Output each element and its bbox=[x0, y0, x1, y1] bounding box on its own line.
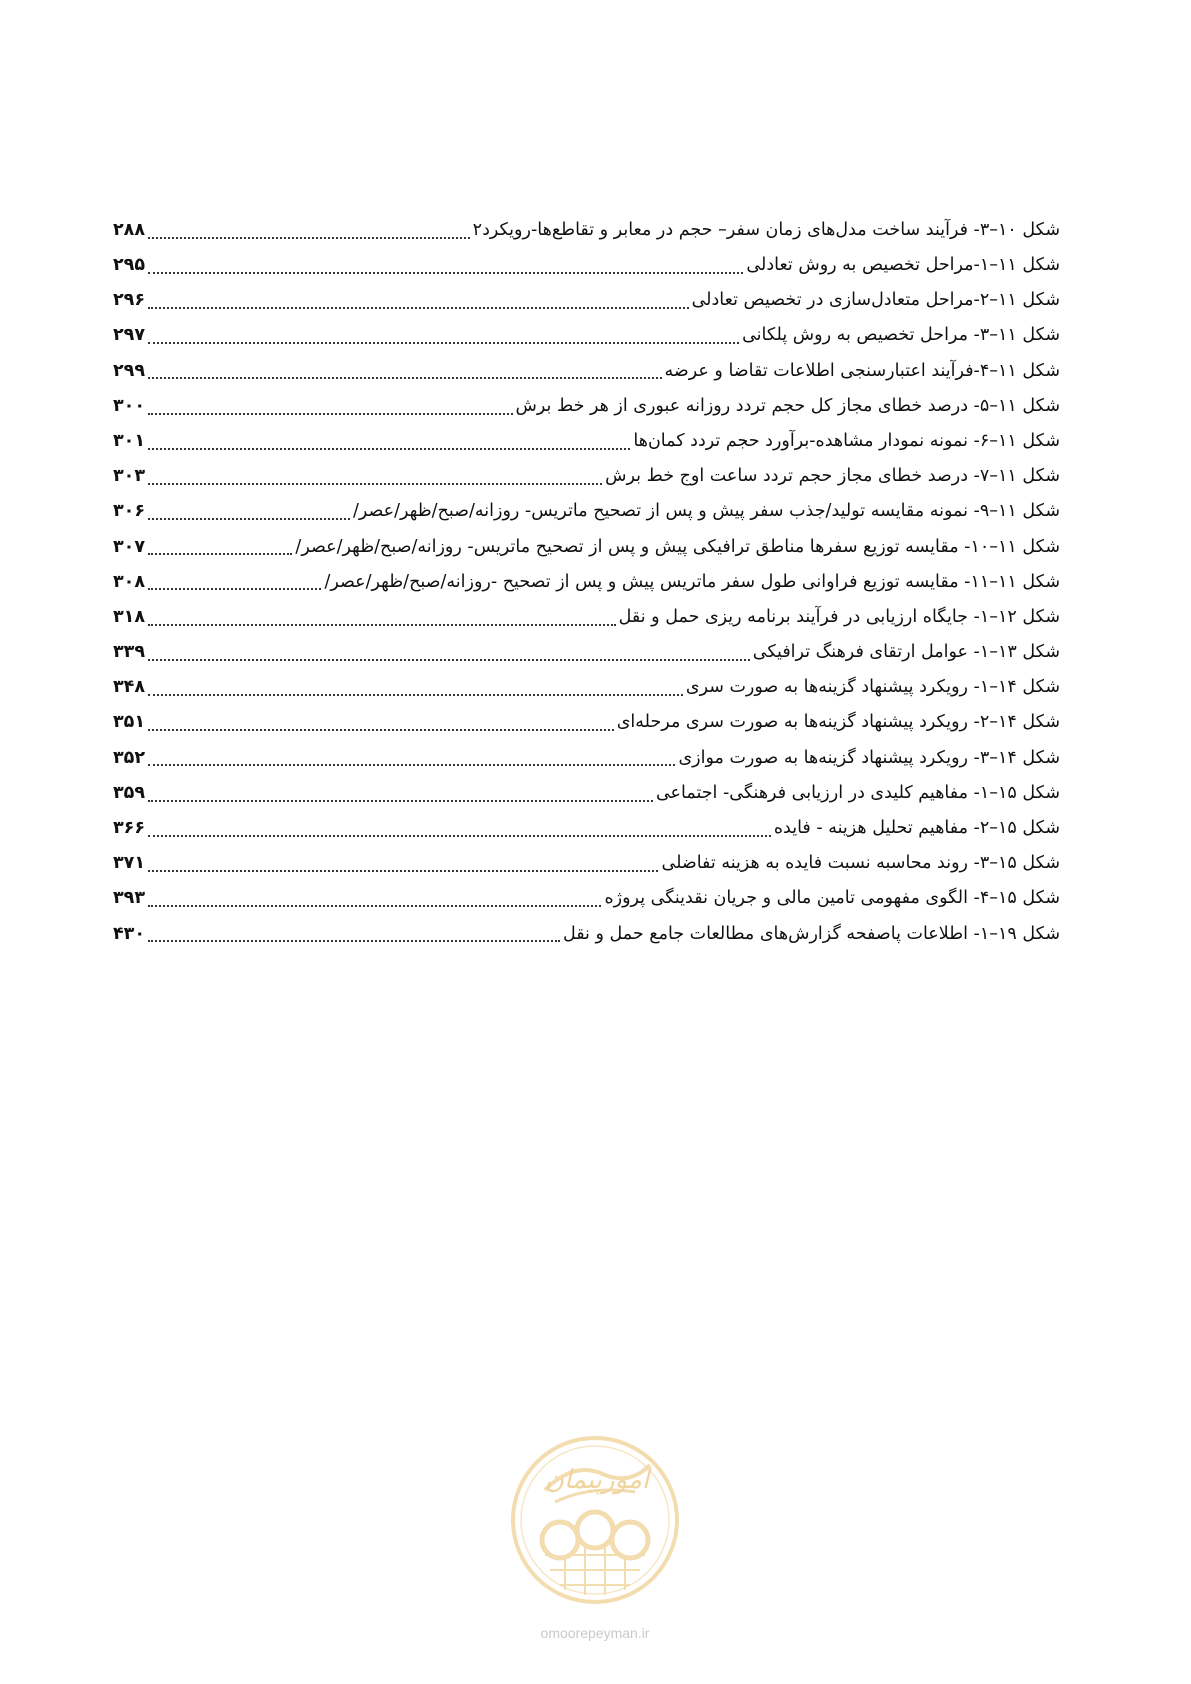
toc-dot-leader bbox=[148, 272, 743, 274]
toc-entry-label: شکل ۱۴–۳- رویکرد پیشنهاد گزینه‌ها به صورت موازی bbox=[678, 747, 1060, 768]
toc-entry[interactable] bbox=[113, 248, 1060, 283]
toc-entry[interactable] bbox=[113, 917, 1060, 952]
toc-entry-label: شکل ۱۴–۱- رویکرد پیشنهاد گزینه‌ها به صورت سری bbox=[685, 677, 1060, 698]
toc-entry-page: ۳۰۷ bbox=[113, 536, 146, 557]
watermark-logo bbox=[505, 1430, 685, 1610]
toc-entry[interactable] bbox=[113, 459, 1060, 494]
toc-entry-label: شکل ۱۱–۵- درصد خطای مجاز کل حجم تردد روزانه عبوری از هر خط برش bbox=[515, 395, 1060, 416]
toc-entry-label: شکل ۱۲–۱- جایگاه ارزیابی در فرآیند برنامه ریزی حمل و نقل bbox=[618, 606, 1060, 627]
toc-entry-label: شکل ۱۳–۱- عوامل ارتقای فرهنگ ترافیکی bbox=[752, 642, 1060, 663]
toc-dot-leader bbox=[148, 342, 739, 344]
toc-dot-leader bbox=[148, 870, 658, 872]
toc-entry-label: شکل ۱۹–۱- اطلاعات پاصفحه گزارش‌های مطالعات جامع حمل و نقل bbox=[562, 923, 1060, 944]
toc-entry-page: ۳۰۰ bbox=[113, 395, 146, 416]
toc-entry[interactable] bbox=[113, 354, 1060, 389]
toc-entry-page: ۳۹۳ bbox=[113, 888, 146, 909]
toc-entry[interactable] bbox=[113, 213, 1060, 248]
toc-entry[interactable] bbox=[113, 600, 1060, 635]
toc-entry-label: شکل ۱۱–۶- نمونه نمودار مشاهده-برآورد حجم تردد کمان‌ها bbox=[633, 430, 1060, 451]
toc-entry-label: شکل ۱۱–۱۱- مقایسه توزیع فراوانی طول سفر ماتریس پیش و پس از تصحیح -روزانه/صبح/ظهر/عصر/ bbox=[324, 571, 1060, 592]
toc-entry-label: شکل ۱۱–۳- مراحل تخصیص به روش پلکانی bbox=[742, 325, 1060, 346]
toc-entry[interactable] bbox=[113, 389, 1060, 424]
toc-entry-page: ۲۹۶ bbox=[113, 290, 146, 311]
toc-entry-page: ۴۳۰ bbox=[113, 923, 146, 944]
toc-dot-leader bbox=[148, 905, 601, 907]
toc-entry-page: ۳۱۸ bbox=[113, 606, 146, 627]
toc-entry-label: شکل ۱۵–۴- الگوی مفهومی تامین مالی و جریان نقدینگی پروژه bbox=[604, 888, 1060, 909]
toc-dot-leader bbox=[148, 694, 683, 696]
toc-entry-page: ۲۸۸ bbox=[113, 219, 146, 240]
toc-dot-leader bbox=[148, 729, 614, 731]
toc-entry-label: شکل ۱۱–۱-مراحل تخصیص به روش تعادلی bbox=[746, 255, 1060, 276]
toc-entry[interactable] bbox=[113, 776, 1060, 811]
toc-dot-leader bbox=[148, 518, 350, 520]
toc-dot-leader bbox=[148, 237, 470, 239]
toc-dot-leader bbox=[148, 377, 661, 379]
toc-entry-page: ۳۶۶ bbox=[113, 818, 146, 839]
toc-dot-leader bbox=[148, 835, 771, 837]
toc-entry-label: شکل ۱۱–۴-فرآیند اعتبارسنجی اطلاعات تقاضا و عرضه bbox=[664, 360, 1060, 381]
toc-entry[interactable] bbox=[113, 670, 1060, 705]
toc-entry-page: ۲۹۹ bbox=[113, 360, 146, 381]
toc-dot-leader bbox=[148, 764, 675, 766]
figure-index-list bbox=[113, 213, 1060, 952]
toc-entry[interactable] bbox=[113, 706, 1060, 741]
watermark-site: omoorepeyman.ir bbox=[540, 1625, 650, 1641]
toc-entry[interactable] bbox=[113, 741, 1060, 776]
toc-entry-page: ۳۰۳ bbox=[113, 466, 146, 487]
toc-entry-label: شکل ۱۰–۳- فرآیند ساخت مدل‌های زمان سفر– حجم در معابر و تقاطع‌ها-رویکرد۲ bbox=[472, 219, 1060, 240]
toc-dot-leader bbox=[148, 483, 602, 485]
toc-entry[interactable] bbox=[113, 565, 1060, 600]
toc-entry-page: ۳۵۹ bbox=[113, 782, 146, 803]
toc-entry-page: ۲۹۷ bbox=[113, 325, 146, 346]
toc-entry-label: شکل ۱۵–۳- روند محاسبه نسبت فایده به هزینه تفاضلی bbox=[661, 853, 1060, 874]
toc-entry-label: شکل ۱۵–۱- مفاهیم کلیدی در ارزیابی فرهنگی- اجتماعی bbox=[655, 782, 1060, 803]
toc-entry-page: ۳۵۲ bbox=[113, 747, 146, 768]
toc-entry[interactable] bbox=[113, 424, 1060, 459]
toc-entry-page: ۳۷۱ bbox=[113, 853, 146, 874]
toc-entry[interactable] bbox=[113, 811, 1060, 846]
toc-dot-leader bbox=[148, 553, 292, 555]
toc-entry[interactable] bbox=[113, 635, 1060, 670]
toc-entry[interactable] bbox=[113, 495, 1060, 530]
toc-dot-leader bbox=[148, 307, 689, 309]
toc-entry-page: ۳۵۱ bbox=[113, 712, 146, 733]
toc-dot-leader bbox=[148, 659, 750, 661]
toc-entry-page: ۳۴۸ bbox=[113, 677, 146, 698]
toc-entry-page: ۳۰۸ bbox=[113, 571, 146, 592]
toc-entry-page: ۳۰۱ bbox=[113, 430, 146, 451]
toc-entry[interactable] bbox=[113, 283, 1060, 318]
toc-entry-page: ۳۰۶ bbox=[113, 501, 146, 522]
toc-entry-label: شکل ۱۱–۹- نمونه مقایسه تولید/جذب سفر پیش و پس از تصحیح ماتریس- روزانه/صبح/ظهر/عصر/ bbox=[352, 501, 1060, 522]
toc-entry-label: شکل ۱۵–۲- مفاهیم تحلیل هزینه - فایده bbox=[773, 818, 1060, 839]
toc-entry-label: شکل ۱۴–۲- رویکرد پیشنهاد گزینه‌ها به صورت سری مرحله‌ای bbox=[616, 712, 1060, 733]
toc-dot-leader bbox=[148, 800, 653, 802]
toc-entry[interactable] bbox=[113, 846, 1060, 881]
toc-entry-page: ۳۳۹ bbox=[113, 642, 146, 663]
toc-dot-leader bbox=[148, 624, 616, 626]
toc-entry-label: شکل ۱۱–۷- درصد خطای مجاز حجم تردد ساعت اوج خط برش bbox=[605, 466, 1060, 487]
toc-entry[interactable] bbox=[113, 319, 1060, 354]
watermark-logo-text: امورپیمان bbox=[544, 1465, 650, 1495]
toc-entry-page: ۲۹۵ bbox=[113, 255, 146, 276]
toc-dot-leader bbox=[148, 413, 512, 415]
toc-entry-label: شکل ۱۱–۱۰- مقایسه توزیع سفرها مناطق ترافیکی پیش و پس از تصحیح ماتریس- روزانه/صبح/ظهر/عصر/ bbox=[295, 536, 1060, 557]
toc-entry[interactable] bbox=[113, 530, 1060, 565]
toc-entry-label: شکل ۱۱–۲-مراحل متعادل‌سازی در تخصیص تعادلی bbox=[691, 290, 1060, 311]
toc-dot-leader bbox=[148, 588, 321, 590]
toc-entry[interactable] bbox=[113, 882, 1060, 917]
toc-dot-leader bbox=[148, 940, 560, 942]
toc-dot-leader bbox=[148, 448, 630, 450]
